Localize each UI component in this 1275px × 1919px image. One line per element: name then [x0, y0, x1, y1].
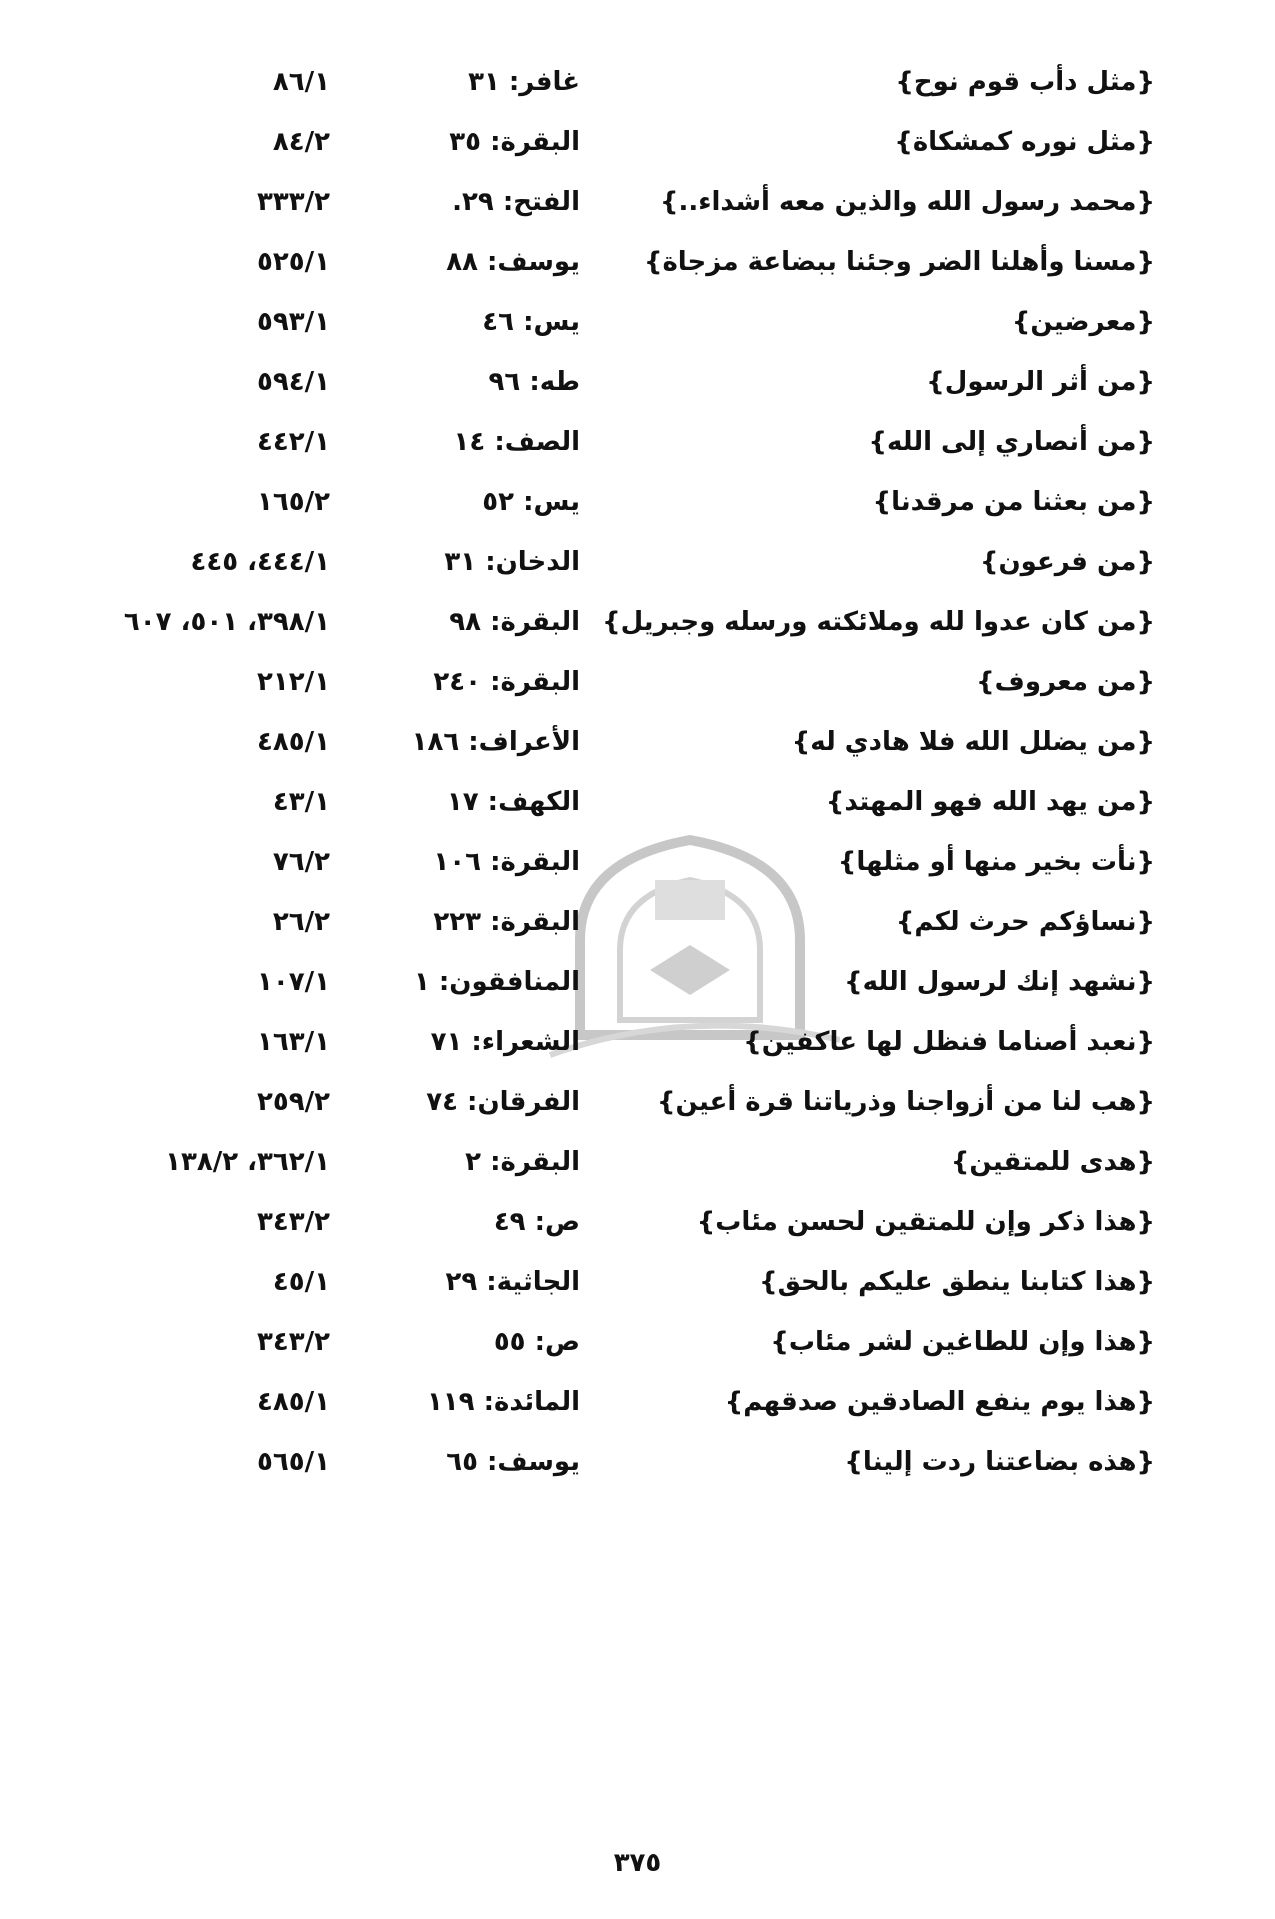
verse-text: {من بعثنا من مرقدنا} [872, 487, 1155, 517]
verse-text: {مثل نوره كمشكاة} [894, 127, 1155, 157]
index-row [0, 352, 1275, 412]
page-reference: ٣٦٢/١، ١٣٨/٢ [165, 1147, 330, 1177]
verse-text: {نشهد إنك لرسول الله} [844, 967, 1155, 997]
index-row [0, 892, 1275, 952]
verse-text: {من أثر الرسول} [926, 367, 1155, 397]
index-row [0, 1012, 1275, 1072]
index-row [0, 1312, 1275, 1372]
verse-text: {هذا وإن للطاغين لشر مئاب} [770, 1327, 1155, 1357]
index-row [0, 772, 1275, 832]
page-reference: ١٦٥/٢ [257, 487, 330, 517]
index-row [0, 652, 1275, 712]
page-reference: ١٠٧/١ [257, 967, 330, 997]
index-row [0, 1072, 1275, 1132]
page-reference: ٥٢٥/١ [257, 247, 330, 277]
verse-text: {من كان عدوا لله وملائكته ورسله وجبريل} [602, 607, 1155, 637]
page-reference: ٣٩٨/١، ٥٠١، ٦٠٧ [123, 607, 330, 637]
page-reference: ٤٨٥/١ [257, 1387, 330, 1417]
verse-text: {مثل دأب قوم نوح} [895, 67, 1155, 97]
page-reference: ٣٤٣/٢ [257, 1327, 330, 1357]
verse-text: {هذا ذكر وإن للمتقين لحسن مئاب} [696, 1207, 1155, 1237]
index-row [0, 592, 1275, 652]
surah-reference: البقرة: ٩٨ [449, 607, 580, 637]
surah-reference: الدخان: ٣١ [444, 547, 580, 577]
index-row [0, 232, 1275, 292]
index-row [0, 172, 1275, 232]
page-reference: ٥٩٣/١ [257, 307, 330, 337]
page-reference: ٧٦/٢ [272, 847, 330, 877]
index-row [0, 472, 1275, 532]
page-reference: ٤٥/١ [272, 1267, 330, 1297]
surah-reference: المنافقون: ١ [413, 967, 580, 997]
surah-reference: البقرة: ٣٥ [449, 127, 580, 157]
page-reference: ٢١٢/١ [257, 667, 330, 697]
page-reference: ٨٤/٢ [272, 127, 330, 157]
page-reference: ٣٤٣/٢ [257, 1207, 330, 1237]
verse-text: {محمد رسول الله والذين معه أشداء..} [659, 187, 1155, 217]
surah-reference: ص: ٥٥ [493, 1327, 580, 1357]
index-row [0, 112, 1275, 172]
surah-reference: البقرة: ٢٢٣ [433, 907, 580, 937]
verse-text: {من أنصاري إلى الله} [868, 427, 1155, 457]
index-row [0, 1432, 1275, 1492]
page-reference: ٤٤٢/١ [257, 427, 330, 457]
index-row [0, 712, 1275, 772]
index-row [0, 1252, 1275, 1312]
verse-text: {نساؤكم حرث لكم} [895, 907, 1155, 937]
verse-text: {من معروف} [976, 667, 1155, 697]
verse-text: {من يهد الله فهو المهتد} [825, 787, 1155, 817]
page-reference: ٤٨٥/١ [257, 727, 330, 757]
surah-reference: البقرة: ٢٤٠ [433, 667, 580, 697]
surah-reference: الفرقان: ٧٤ [426, 1087, 580, 1117]
surah-reference: الكهف: ١٧ [446, 787, 580, 817]
index-row [0, 52, 1275, 112]
page-reference: ٤٣/١ [272, 787, 330, 817]
surah-reference: الجاثية: ٢٩ [445, 1267, 580, 1297]
index-row [0, 832, 1275, 892]
index-row [0, 1132, 1275, 1192]
surah-reference: يوسف: ٨٨ [446, 247, 580, 277]
index-row [0, 532, 1275, 592]
surah-reference: البقرة: ١٠٦ [433, 847, 580, 877]
verse-text: {هذا يوم ينفع الصادقين صدقهم} [724, 1387, 1155, 1417]
verse-text: {معرضين} [1011, 307, 1155, 337]
page-reference: ٣٣٣/٢ [257, 187, 330, 217]
surah-reference: الأعراف: ١٨٦ [411, 727, 580, 757]
index-row [0, 1192, 1275, 1252]
page-number: ٣٧٥ [613, 1848, 662, 1878]
verse-text: {نأت بخير منها أو مثلها} [837, 847, 1155, 877]
verse-text: {مسنا وأهلنا الضر وجئنا ببضاعة مزجاة} [643, 247, 1155, 277]
surah-reference: ص: ٤٩ [493, 1207, 580, 1237]
index-row [0, 1372, 1275, 1432]
verse-text: {من يضلل الله فلا هادي له} [791, 727, 1155, 757]
verse-text: {نعبد أصناما فنظل لها عاكفين} [743, 1027, 1155, 1057]
surah-reference: يوسف: ٦٥ [446, 1447, 580, 1477]
index-row [0, 952, 1275, 1012]
surah-reference: الصف: ١٤ [453, 427, 580, 457]
surah-reference: الفتح: ٢٩. [452, 187, 580, 217]
index-row [0, 412, 1275, 472]
surah-reference: يس: ٥٢ [482, 487, 580, 517]
verse-text: {هدى للمتقين} [950, 1147, 1155, 1177]
surah-reference: طه: ٩٦ [488, 367, 580, 397]
verse-text: {هذه بضاعتنا ردت إلينا} [844, 1447, 1155, 1477]
verse-text: {من فرعون} [979, 547, 1155, 577]
verse-text: {هب لنا من أزواجنا وذرياتنا قرة أعين} [657, 1087, 1155, 1117]
page-reference: ١٦٣/١ [257, 1027, 330, 1057]
verse-text: {هذا كتابنا ينطق عليكم بالحق} [759, 1267, 1155, 1297]
page-reference: ٨٦/١ [272, 67, 330, 97]
surah-reference: البقرة: ٢ [465, 1147, 580, 1177]
page-reference: ٢٥٩/٢ [257, 1087, 330, 1117]
surah-reference: يس: ٤٦ [482, 307, 580, 337]
page-reference: ٥٦٥/١ [257, 1447, 330, 1477]
index-row [0, 292, 1275, 352]
page-reference: ٢٦/٢ [272, 907, 330, 937]
page-reference: ٤٤٤/١، ٤٤٥ [190, 547, 330, 577]
surah-reference: المائدة: ١١٩ [426, 1387, 580, 1417]
surah-reference: الشعراء: ٧١ [430, 1027, 580, 1057]
surah-reference: غافر: ٣١ [468, 67, 580, 97]
page-reference: ٥٩٤/١ [257, 367, 330, 397]
